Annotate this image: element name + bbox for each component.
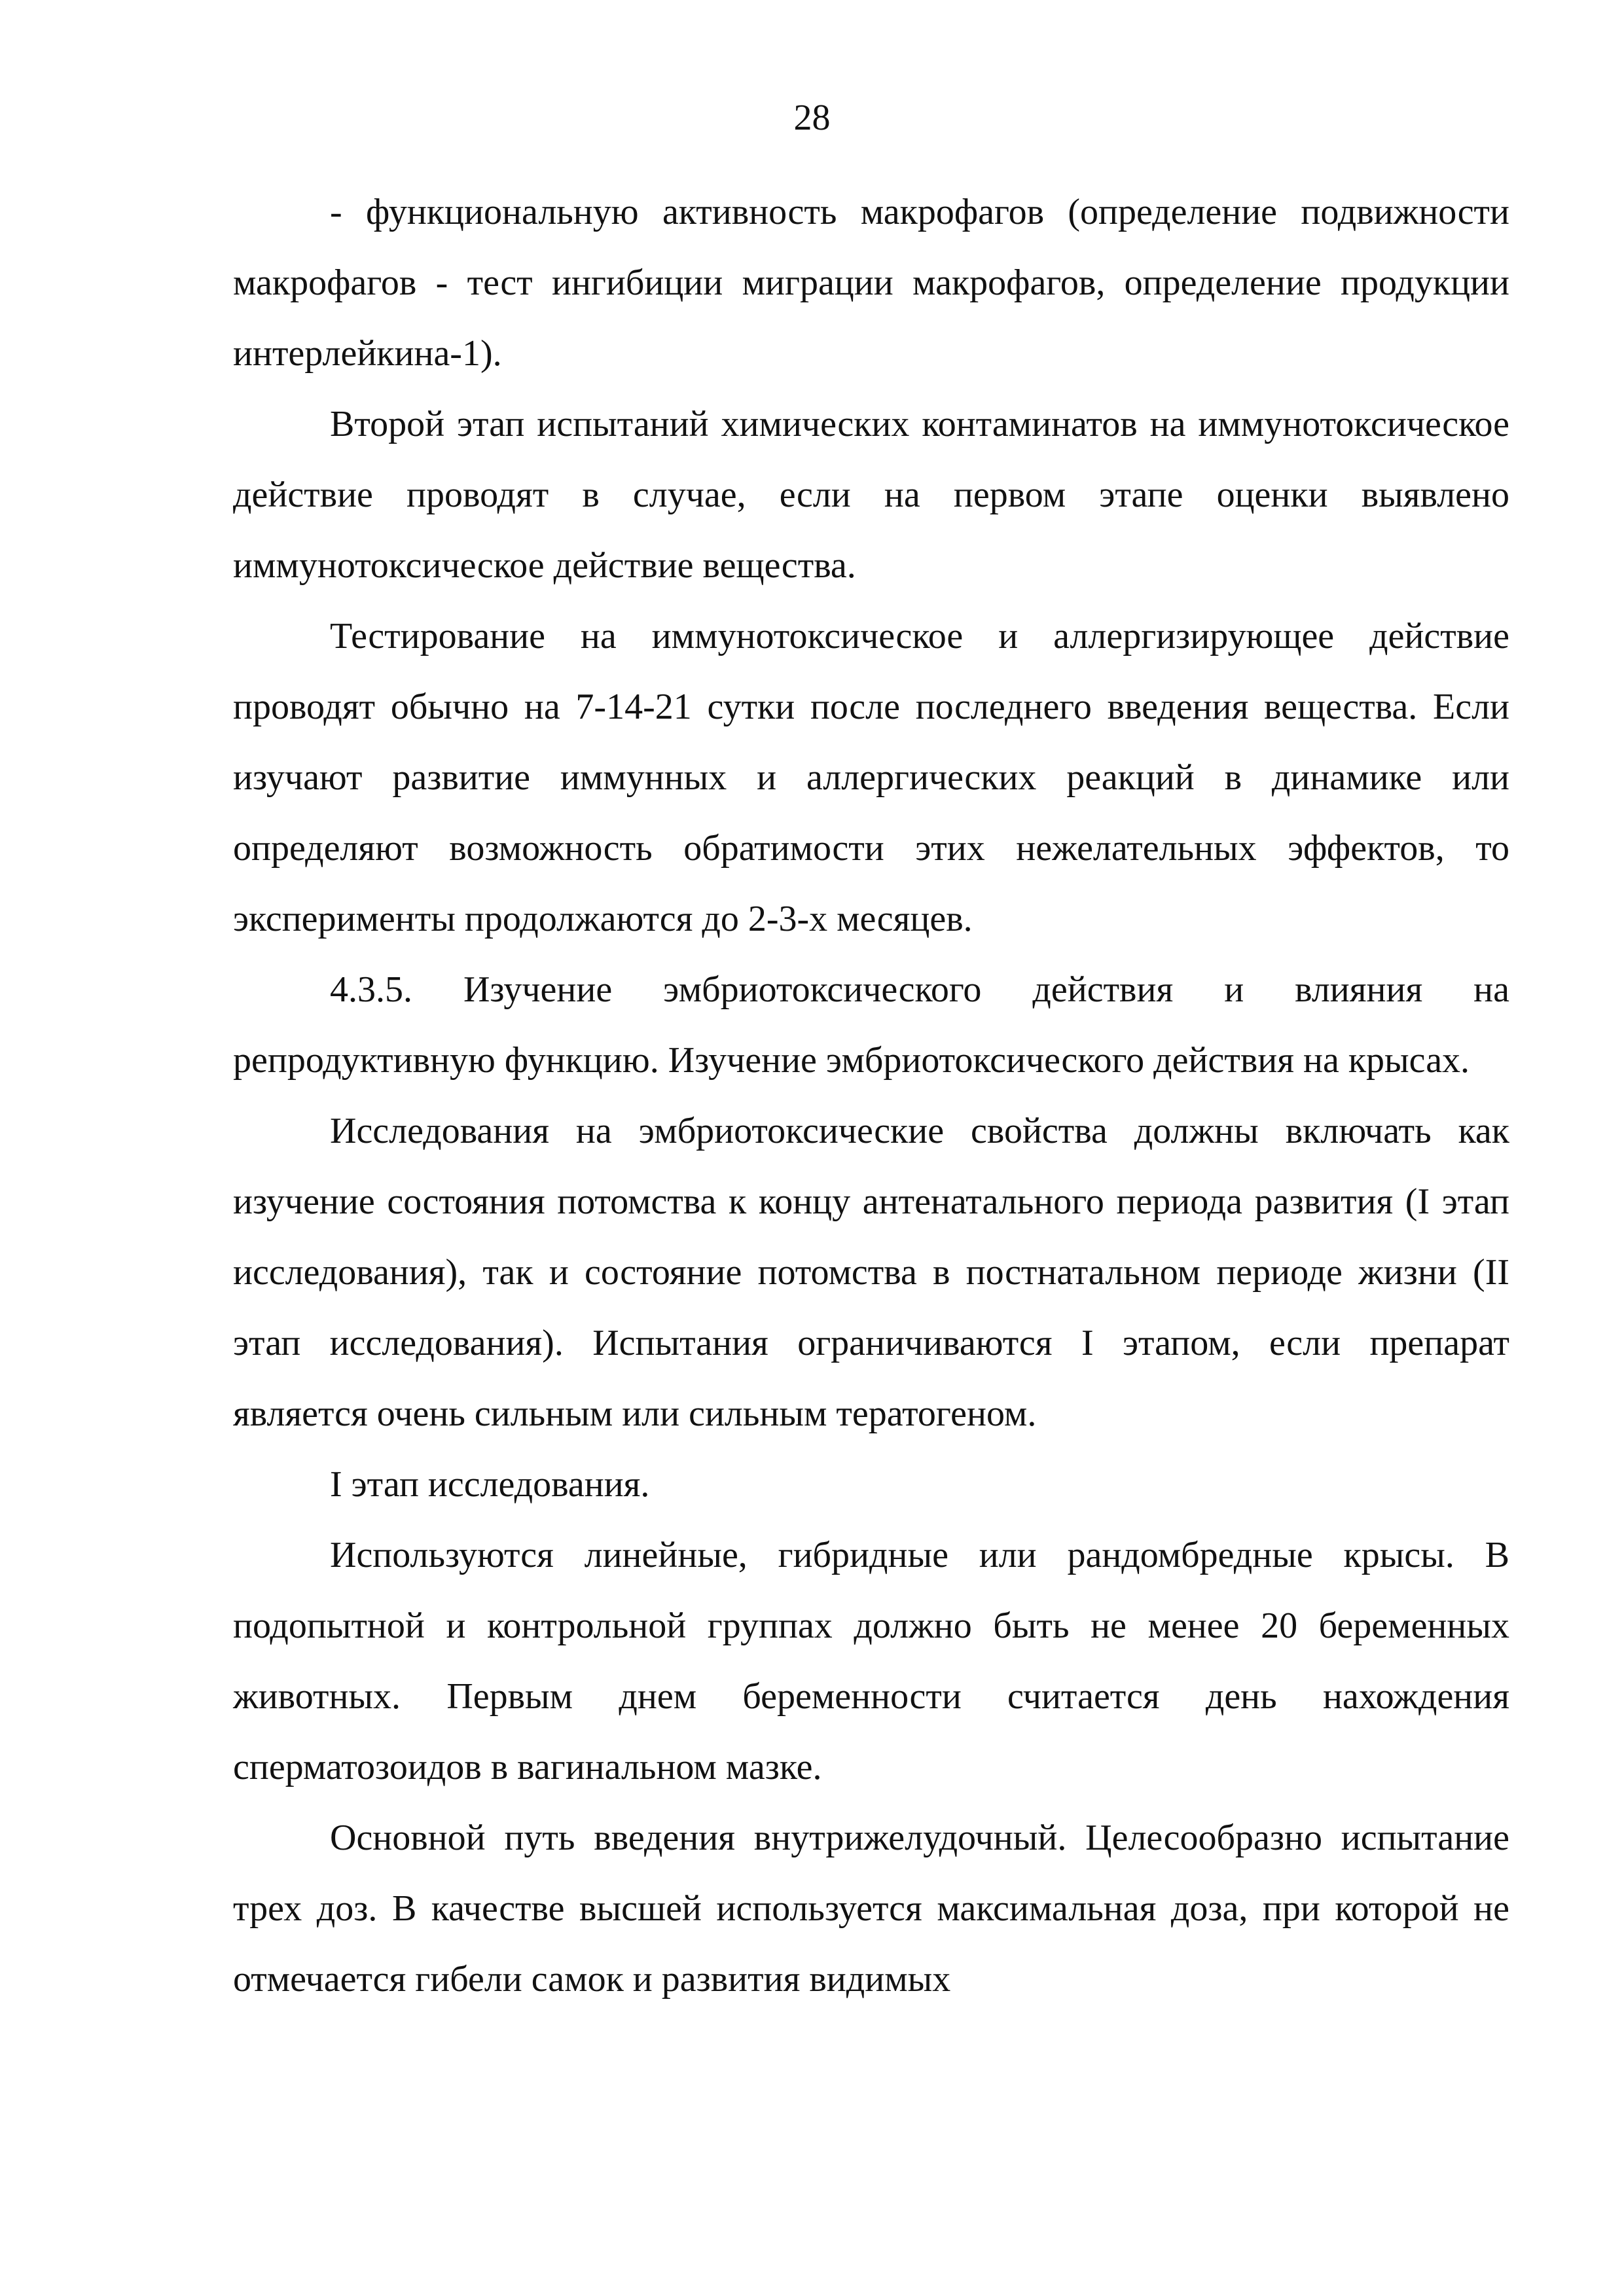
- document-body: [233, 177, 1509, 2015]
- paragraph-stage-one-title: I этап исследования.: [330, 1464, 650, 1505]
- paragraph-rats-groups: Используются линейные, гибридные или рандомбредные крысы. В подопытной и контрольной группах должно быть не менее 20 беременных животных. Первым днем беременности считается день нахождения сперматозоидов в вагинальном мазке.: [233, 1535, 1509, 1787]
- section-heading-4-3-5: 4.3.5. Изучение эмбриотоксического действия и влияния на репродуктивную функцию. Изучение эмбриотоксического действия на крысах.: [233, 969, 1509, 1081]
- paragraph-embryotoxic-studies: Исследования на эмбриотоксические свойства должны включать как изучение состояния потомства к концу антенатального периода развития (I этап исследования), так и состояние потомства в постнатальном периоде жизни (II этап исследования). Испытания ограничиваются I этапом, если препарат является очень сильным или сильным тератогеном.: [233, 1111, 1509, 1434]
- paragraph-macrophage-activity: - функциональную активность макрофагов (определение подвижности макрофагов - тест ингибиции миграции макрофагов, определение продукции интерлейкина-1).: [233, 192, 1509, 374]
- paragraph-administration-route: Основной путь введения внутрижелудочный. Целесообразно испытание трех доз. В качестве высшей используется максимальная доза, при которой не отмечается гибели самок и развития видимых: [233, 1818, 1509, 2000]
- paragraph-second-stage: Второй этап испытаний химических контаминатов на иммунотоксическое действие проводят в случае, если на первом этапе оценки выявлено иммунотоксическое действие вещества.: [233, 404, 1509, 586]
- paragraph-testing-schedule: Тестирование на иммунотоксическое и аллергизирующее действие проводят обычно на 7-14-21 сутки после последнего введения вещества. Если изучают развитие иммунных и аллергических реакций в динамике или определяют возможность обратимости этих нежелательных эффектов, то эксперименты продолжаются до 2-3-х месяцев.: [233, 616, 1509, 939]
- page-number: 28: [793, 98, 831, 138]
